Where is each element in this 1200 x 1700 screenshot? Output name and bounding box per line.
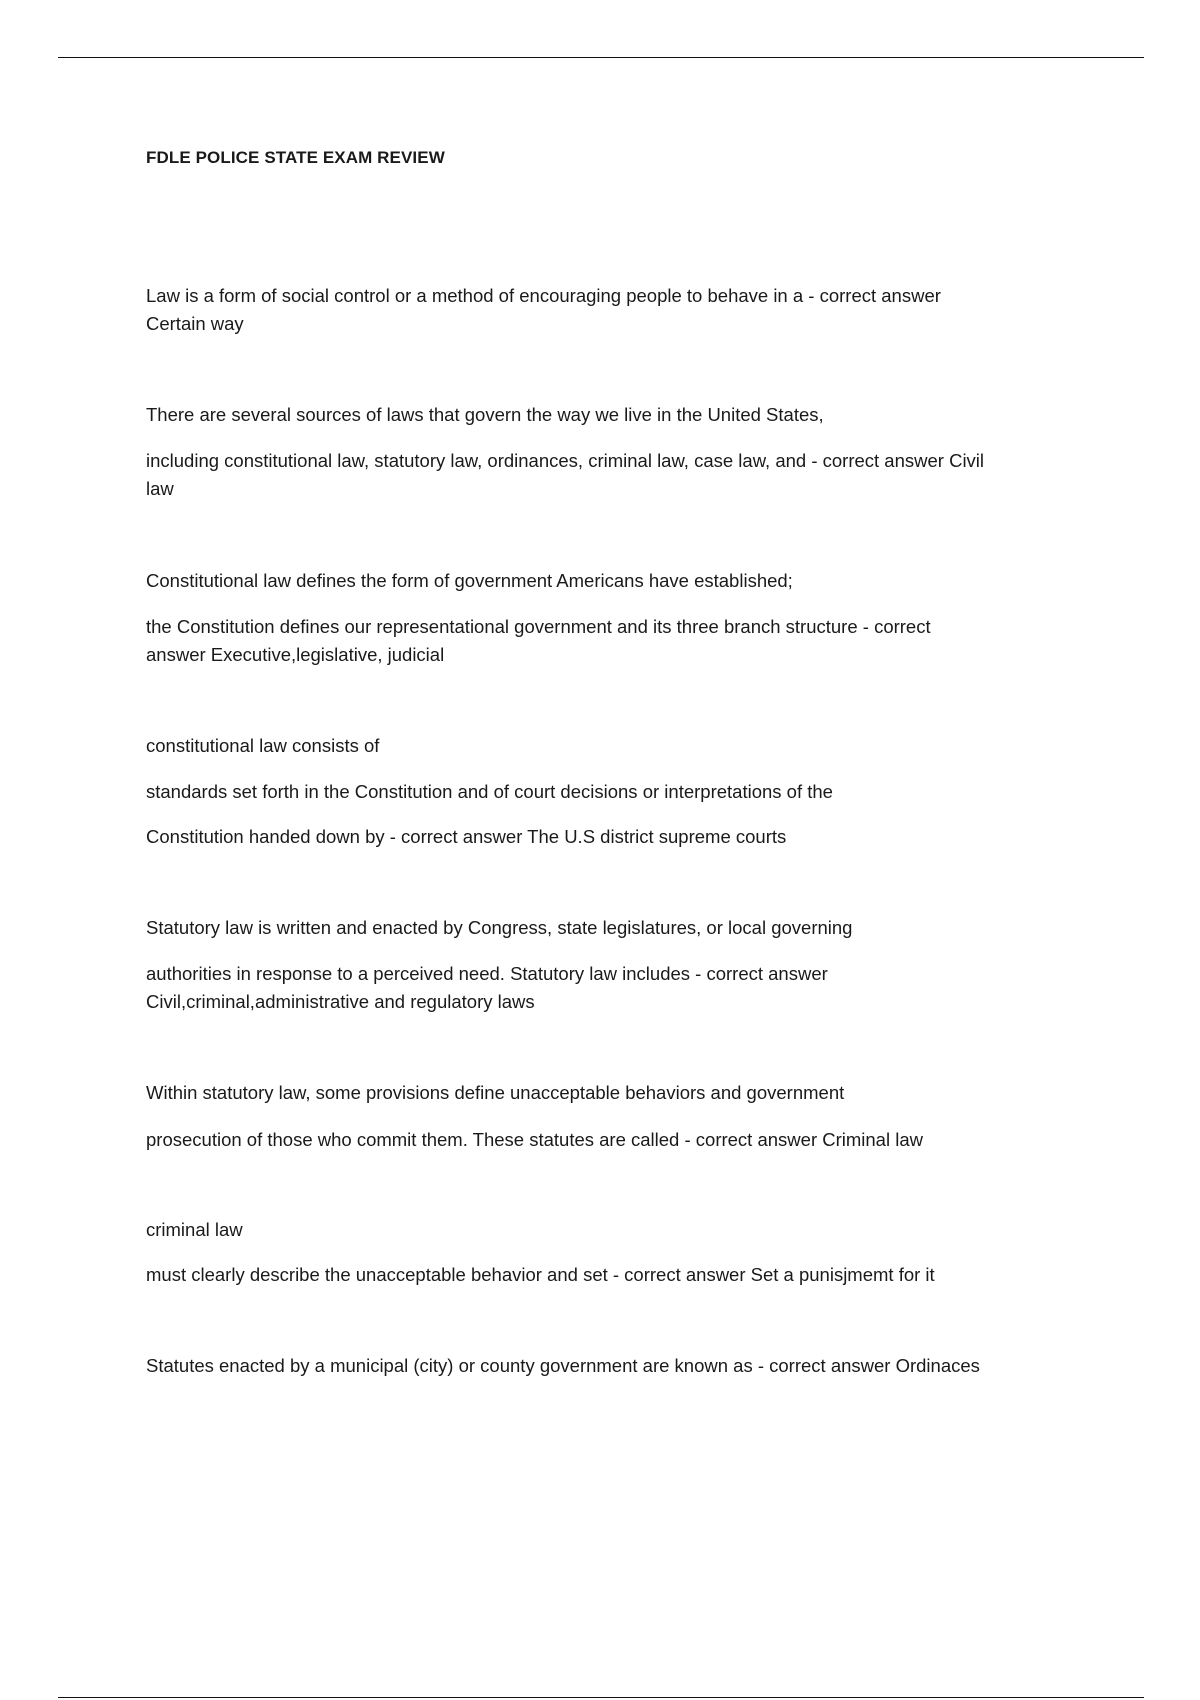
text-line: Constitution handed down by - correct answer The U.S district supreme courts	[146, 826, 787, 847]
text-line: Within statutory law, some provisions define unacceptable behaviors and government	[146, 1082, 845, 1103]
text-line: Statutory law is written and enacted by Congress, state legislatures, or local governing	[146, 917, 853, 938]
text-line: the Constitution defines our representational government and its three branch structure - correct	[146, 616, 931, 637]
text-line: There are several sources of laws that govern the way we live in the United States,	[146, 404, 824, 425]
text-line: constitutional law consists of	[146, 735, 380, 756]
text-line: law	[146, 478, 174, 499]
text-line: including constitutional law, statutory law, ordinances, criminal law, case law, and - correct answer Civil	[146, 450, 985, 471]
text-line: Constitutional law defines the form of government Americans have established;	[146, 570, 793, 591]
text-line: must clearly describe the unacceptable behavior and set - correct answer Set a punisjmemt for it	[146, 1264, 935, 1285]
text-line: criminal law	[146, 1219, 243, 1240]
text-line: standards set forth in the Constitution and of court decisions or interpretations of the	[146, 781, 833, 802]
top-rule	[58, 57, 1144, 58]
text-line: authorities in response to a perceived need. Statutory law includes - correct answer	[146, 963, 828, 984]
bottom-rule	[58, 1697, 1144, 1698]
text-line: Statutes enacted by a municipal (city) or county government are known as - correct answer Ordinaces	[146, 1355, 980, 1376]
text-line: prosecution of those who commit them. These statutes are called - correct answer Criminal law	[146, 1129, 923, 1150]
text-line: Civil,criminal,administrative and regulatory laws	[146, 991, 535, 1012]
text-line: Certain way	[146, 313, 244, 334]
document-title: FDLE POLICE STATE EXAM REVIEW	[146, 148, 445, 167]
text-line: answer Executive,legislative, judicial	[146, 644, 445, 665]
text-line: Law is a form of social control or a method of encouraging people to behave in a - correct answer	[146, 285, 941, 306]
